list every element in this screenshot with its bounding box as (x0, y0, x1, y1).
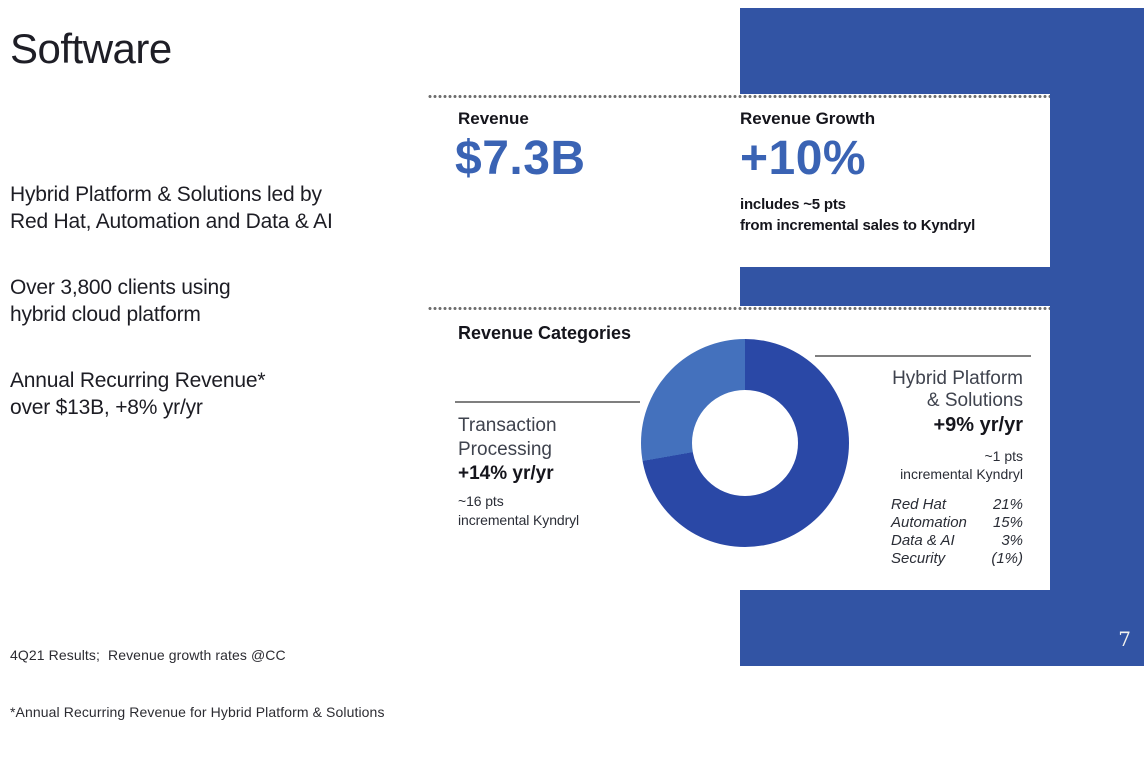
table-row (891, 532, 1023, 550)
revenue-categories-card (428, 306, 1050, 590)
highlight-clients (10, 274, 231, 328)
hybrid-platform-callout (763, 368, 1023, 568)
segment-note (458, 492, 579, 530)
category-name: Security (891, 550, 946, 567)
revenue-growth-label: Revenue Growth (740, 109, 876, 128)
category-value: 21% (992, 496, 1023, 513)
callout-line-hybrid-platform (815, 355, 1031, 357)
segment-name-line: Processing (458, 439, 552, 460)
callout-line-transaction-processing (455, 401, 640, 403)
revenue-growth-value: +10% (740, 132, 867, 185)
category-value: 3% (1001, 532, 1023, 549)
category-name: Red Hat (891, 496, 947, 513)
segment-note (763, 447, 1023, 483)
growth-note-line: from incremental sales to Kyndryl (740, 217, 976, 234)
page-title: Software (10, 25, 172, 72)
highlight-line: Over 3,800 clients using (10, 276, 231, 299)
footnote-line: 4Q21 Results; Revenue growth rates @CC (10, 647, 286, 663)
footnote (10, 608, 385, 760)
category-name: Automation (891, 514, 967, 531)
segment-growth: +9% yr/yr (933, 414, 1023, 436)
revenue-growth-note (740, 194, 975, 236)
segment-name-line: Hybrid Platform (892, 368, 1023, 389)
category-breakdown-table (891, 496, 1023, 568)
segment-note-line: incremental Kyndryl (458, 512, 580, 528)
category-name: Data & AI (891, 532, 955, 549)
highlight-line: over $13B, +8% yr/yr (10, 396, 203, 419)
dotted-divider (428, 306, 1050, 311)
highlight-line: hybrid cloud platform (10, 303, 201, 326)
dotted-divider (428, 94, 1050, 99)
page-number: 7 (1118, 627, 1131, 651)
revenue-value: $7.3B (455, 132, 586, 185)
segment-name-line: Transaction (458, 415, 557, 436)
table-row (891, 514, 1023, 532)
transaction-processing-callout (458, 414, 579, 530)
highlight-line: Hybrid Platform & Solutions led by (10, 183, 322, 206)
highlight-hybrid-platform (10, 181, 333, 235)
segment-growth: +14% yr/yr (458, 463, 554, 484)
revenue-categories-label: Revenue Categories (458, 323, 632, 343)
segment-note-line: incremental Kyndryl (900, 466, 1023, 482)
highlight-arr (10, 367, 265, 421)
segment-name-line: & Solutions (926, 390, 1023, 411)
segment-note-line: ~1 pts (984, 448, 1023, 464)
table-row (891, 550, 1023, 568)
highlight-line: Red Hat, Automation and Data & AI (10, 210, 333, 233)
revenue-kpi-card (428, 94, 1050, 267)
highlight-line: Annual Recurring Revenue* (10, 369, 266, 392)
table-row (891, 496, 1023, 514)
category-value: (1%) (991, 550, 1023, 567)
category-value: 15% (992, 514, 1023, 531)
growth-note-line: includes ~5 pts (740, 196, 846, 213)
segment-note-line: ~16 pts (458, 493, 504, 509)
revenue-label: Revenue (458, 109, 529, 128)
footnote-line: *Annual Recurring Revenue for Hybrid Platform & Solutions (10, 704, 385, 720)
